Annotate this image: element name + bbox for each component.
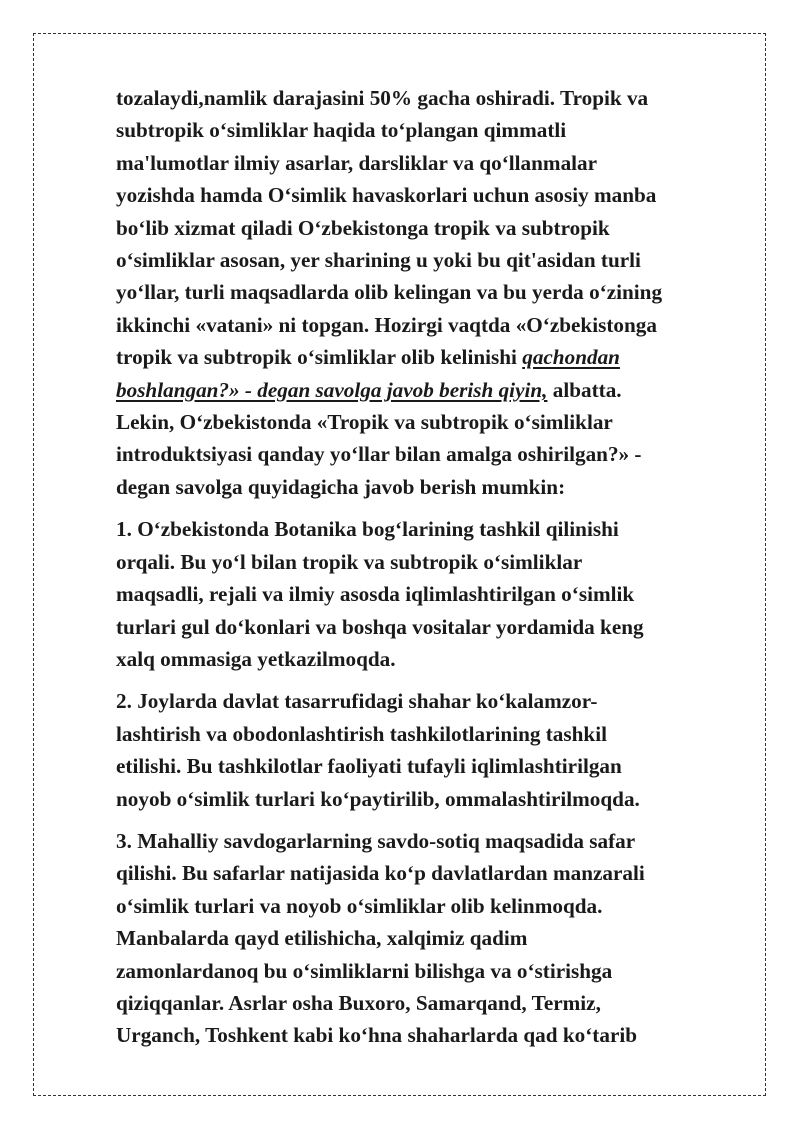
text-line: introduktsiyasi qanday yo‘llar bilan amalga oshirilgan?» - xyxy=(116,442,642,467)
text-line: etilishi. Bu tashkilotlar faoliyati tufayli iqlimlashtirilgan xyxy=(116,754,622,779)
text-line: orqali. Bu yo‘l bilan tropik va subtropik o‘simliklar xyxy=(116,549,583,574)
text-line: degan savolga quyidagicha javob berish mumkin: xyxy=(116,474,566,499)
text-line: bo‘lib xizmat qiladi O‘zbekistonga tropik va subtropik xyxy=(116,215,610,240)
text-line: Urganch, Toshkent kabi ko‘hna shaharlarda qad ko‘tarib xyxy=(116,1023,638,1048)
text-line: tropik va subtropik o‘simliklar olib kelinishi xyxy=(116,345,523,370)
text-line: noyob o‘simlik turlari ko‘paytirilib, ommalashtirilmoqda. xyxy=(116,786,640,811)
underlined-question-part-1: qachondan xyxy=(522,345,620,370)
paragraph-intro xyxy=(116,82,731,503)
text-line: yo‘llar, turli maqsadlarda olib kelingan va bu yerda o‘zining xyxy=(116,280,663,305)
text-line: 1. O‘zbekistonda Botanika bog‘larining tashkil qilinishi xyxy=(116,517,619,542)
text-line: ikkinchi «vatani» ni topgan. Hozirgi vaqtda «O‘zbekistonga xyxy=(116,312,657,337)
paragraph-item-1 xyxy=(116,513,731,675)
text-line: Manbalarda qayd etilishicha, xalqimiz qadim xyxy=(116,926,528,951)
text-line: zamonlardanoq bu o‘simliklarni bilishga va o‘stirishga xyxy=(116,958,613,983)
text-line: 3. Mahalliy savdogarlarning savdo-sotiq maqsadida safar xyxy=(116,828,636,853)
text-line: subtropik o‘simliklar haqida to‘plangan qimmatli xyxy=(116,118,567,143)
text-line: tozalaydi,namlik darajasini 50% gacha oshiradi. Tropik va xyxy=(116,86,649,110)
text-line: maqsadli, rejali va ilmiy asosda iqlimlashtirilgan o‘simlik xyxy=(116,582,635,607)
paragraph-item-3 xyxy=(116,825,731,1052)
text-line: xalq ommasiga yetkazilmoqda. xyxy=(116,646,396,671)
text-line: ma'lumotlar ilmiy asarlar, darsliklar va qo‘llanmalar xyxy=(116,150,598,175)
text-line: o‘simliklar asosan, yer sharining u yoki bu qit'asidan turli xyxy=(116,248,641,273)
paragraph-item-2 xyxy=(116,685,731,815)
text-line: albatta. xyxy=(547,377,622,402)
text-line: qilishi. Bu safarlar natijasida ko‘p davlatlardan manzarali xyxy=(116,861,645,886)
text-line: lashtirish va obodonlashtirish tashkilotlarining tashkil xyxy=(116,721,607,746)
document-body xyxy=(116,82,731,1052)
text-line: turlari gul do‘konlari va boshqa vositalar yordamida keng xyxy=(116,614,644,639)
underlined-question-part-2: boshlangan?» - degan savolga javob berish qiyin, xyxy=(116,377,548,402)
text-line: qiziqqanlar. Asrlar osha Buxoro, Samarqand, Termiz, xyxy=(116,990,601,1015)
text-line: o‘simlik turlari va noyob o‘simliklar olib kelinmoqda. xyxy=(116,893,603,918)
text-line: yozishda hamda O‘simlik havaskorlari uchun asosiy manba xyxy=(116,183,657,208)
text-line: Lekin, O‘zbekistonda «Tropik va subtropik o‘simliklar xyxy=(116,410,613,435)
text-line: 2. Joylarda davlat tasarrufidagi shahar ko‘kalamzor- xyxy=(116,689,598,714)
